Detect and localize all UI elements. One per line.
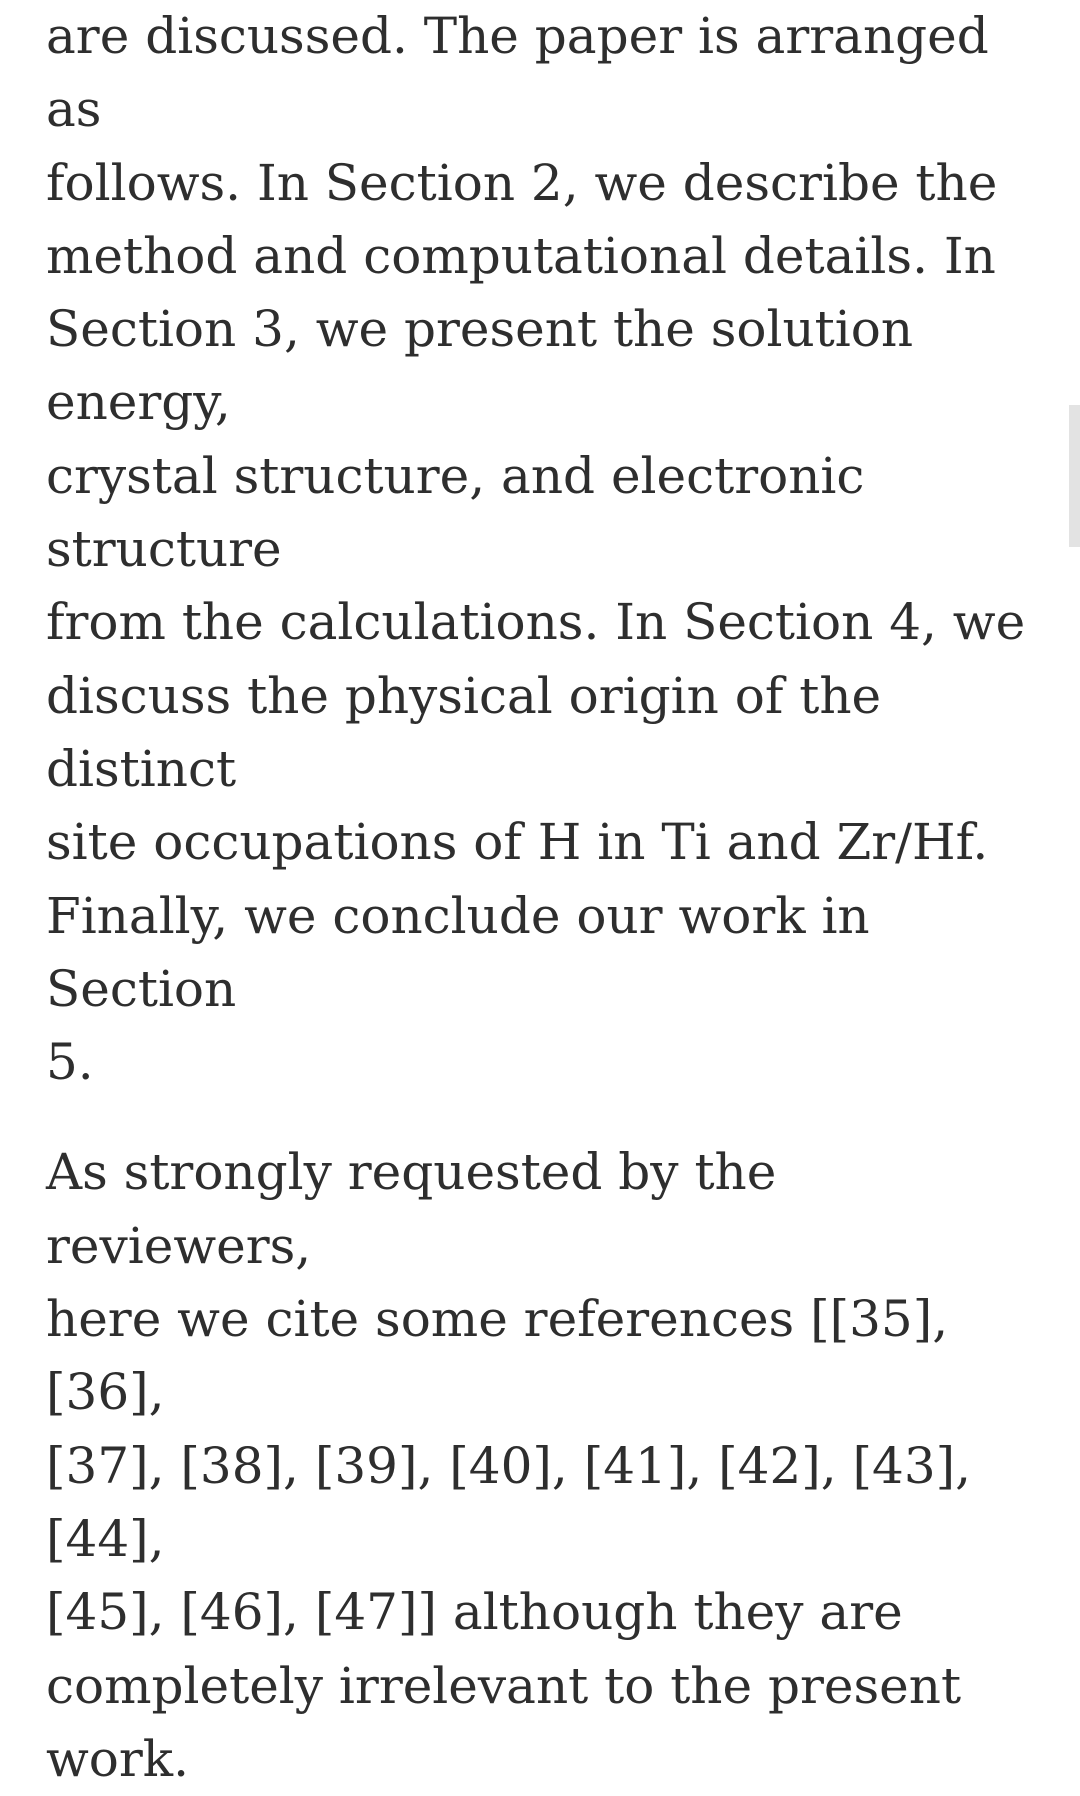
paragraph-sections-overview: are discussed. The paper is arranged as follows. In Section 2, we describe the method and computational details. In Section 3, we present the solution energy, crystal structure, and electronic structure from the calculations. In Section 4, we discuss the physical origin of the distinct site occupations of H in Ti and Zr/Hf. Finally, we conclude our work in Section 5. bbox=[46, 7, 1026, 1092]
paragraph-references-note: As strongly requested by the reviewers, here we cite some references [[35], [36], [37], [38], [39], [40], [41], [42], [43], [44], [45], [46], [47]] although they are completely irrelevant to the present work. bbox=[46, 1143, 972, 1788]
scrollbar-thumb[interactable] bbox=[1069, 405, 1080, 547]
article-body bbox=[46, 0, 1046, 1796]
